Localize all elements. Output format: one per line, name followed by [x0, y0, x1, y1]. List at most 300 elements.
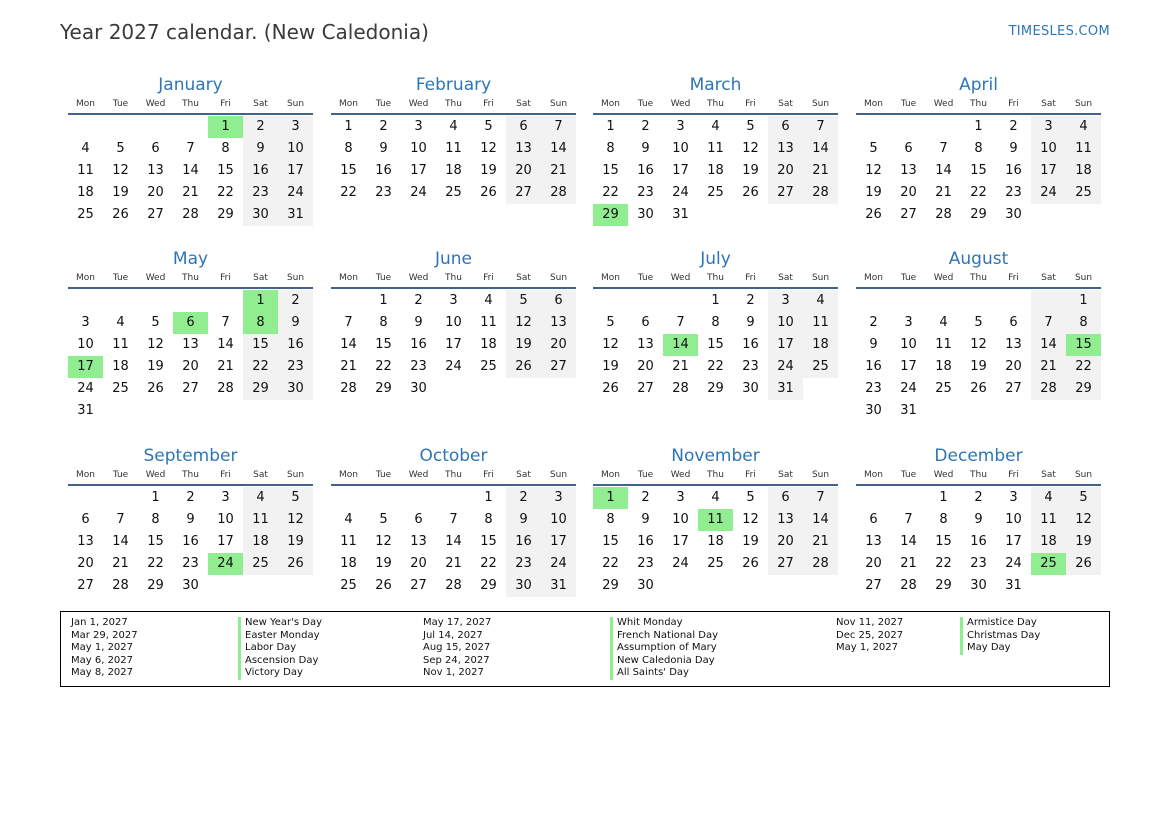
site-link[interactable]: TIMESLES.COM [1008, 24, 1110, 39]
day-cell: 8 [1066, 312, 1101, 334]
weekday-label: Thu [970, 99, 987, 109]
day-cell: 9 [414, 315, 423, 330]
week-row [856, 204, 1101, 226]
weekday-label: Mon [339, 470, 358, 480]
day-cell: 24 [1005, 556, 1022, 571]
day-cell: 19 [112, 185, 129, 200]
day-cell: 27 [900, 207, 917, 222]
weekday-label: Mon [601, 470, 620, 480]
legend-date: Aug 15, 2027 [423, 642, 491, 654]
day-cell: 24 [768, 356, 803, 378]
day-cell: 7 [803, 116, 838, 138]
day-cell: 1 [379, 293, 388, 308]
day-cell: 29 [243, 378, 278, 400]
day-cell: 2 [869, 315, 878, 330]
week-row [68, 553, 313, 575]
day-cell: 21 [445, 556, 462, 571]
week-row [593, 575, 838, 597]
month-june [331, 248, 576, 400]
weekday-label: Thu [182, 273, 199, 283]
day-cell: 2 [243, 116, 278, 138]
holiday-day-cell: 29 [593, 204, 628, 226]
day-cell: 12 [865, 163, 882, 178]
weekday-label: Sun [811, 273, 830, 283]
holiday-day-cell: 1 [243, 290, 278, 312]
day-cell: 27 [410, 578, 427, 593]
day-cell: 21 [900, 556, 917, 571]
day-cell: 19 [742, 534, 759, 549]
month-name: May [172, 249, 209, 269]
day-cell: 13 [865, 534, 882, 549]
weekday-header [331, 96, 576, 112]
week-row [593, 138, 838, 160]
day-cell: 6 [506, 116, 541, 138]
week-row [593, 204, 838, 226]
day-cell: 16 [182, 534, 199, 549]
day-cell: 5 [1066, 487, 1101, 509]
week-row [68, 378, 313, 400]
day-cell: 30 [506, 575, 541, 597]
holiday-day-cell: 24 [208, 553, 243, 575]
day-cell: 12 [742, 512, 759, 527]
day-cell: 8 [221, 141, 230, 156]
day-cell: 12 [375, 534, 392, 549]
day-cell: 7 [1031, 312, 1066, 334]
day-cell: 26 [112, 207, 129, 222]
day-cell: 16 [410, 337, 427, 352]
empty-day-cell [856, 487, 891, 509]
month-name: September [143, 446, 238, 466]
day-cell: 1 [1066, 290, 1101, 312]
day-cell: 11 [112, 337, 129, 352]
empty-day-cell [436, 378, 471, 400]
day-cell: 21 [803, 531, 838, 553]
day-cell: 7 [803, 487, 838, 509]
weekday-label: Sat [1041, 470, 1056, 480]
legend-date: Nov 11, 2027 [836, 617, 904, 628]
day-cell: 7 [186, 141, 195, 156]
day-cell: 20 [182, 359, 199, 374]
week-row [331, 312, 576, 334]
month-rule [68, 287, 313, 289]
week-row [856, 575, 1101, 597]
week-row [856, 553, 1101, 575]
day-cell: 30 [637, 207, 654, 222]
day-cell: 25 [77, 207, 94, 222]
day-cell: 26 [742, 556, 759, 571]
day-cell: 17 [768, 334, 803, 356]
legend-date: Nov 1, 2027 [423, 667, 484, 679]
month-april [856, 74, 1101, 226]
day-cell: 22 [1066, 356, 1101, 378]
empty-day-cell [138, 290, 173, 312]
day-cell: 3 [1031, 116, 1066, 138]
day-cell: 19 [742, 163, 759, 178]
day-cell: 16 [637, 534, 654, 549]
weekday-label: Tue [375, 99, 392, 109]
day-cell: 29 [480, 578, 497, 593]
day-cell: 29 [147, 578, 164, 593]
weekday-header [68, 270, 313, 286]
day-cell: 1 [344, 119, 353, 134]
day-cell: 6 [768, 487, 803, 509]
day-cell: 23 [742, 359, 759, 374]
legend-names-col-2 [610, 617, 718, 680]
day-cell: 19 [970, 359, 987, 374]
empty-day-cell [138, 116, 173, 138]
day-cell: 17 [278, 160, 313, 182]
month-name: December [934, 446, 1023, 466]
day-cell: 15 [935, 534, 952, 549]
day-cell: 28 [803, 553, 838, 575]
week-row [68, 531, 313, 553]
day-cell: 27 [865, 578, 882, 593]
day-cell: 12 [602, 337, 619, 352]
day-cell: 4 [81, 141, 90, 156]
day-cell: 31 [278, 204, 313, 226]
day-cell: 4 [711, 119, 720, 134]
weekday-label: Sat [253, 470, 268, 480]
weekday-label: Tue [375, 470, 392, 480]
day-cell: 22 [970, 185, 987, 200]
weekday-header [593, 96, 838, 112]
day-cell: 11 [935, 337, 952, 352]
weekday-label: Wed [670, 273, 691, 283]
legend-holiday-name: New Caledonia Day [610, 655, 718, 668]
day-cell: 22 [375, 359, 392, 374]
empty-day-cell [541, 378, 576, 400]
empty-day-cell [1066, 575, 1101, 597]
legend-date: Sep 24, 2027 [423, 654, 490, 666]
day-cell: 9 [379, 141, 388, 156]
day-cell: 14 [900, 534, 917, 549]
empty-day-cell [733, 204, 768, 226]
day-cell: 10 [672, 512, 689, 527]
day-cell: 18 [243, 531, 278, 553]
week-row [856, 356, 1101, 378]
month-rule [593, 484, 838, 486]
day-cell: 14 [217, 337, 234, 352]
week-row [331, 378, 576, 400]
day-cell: 12 [480, 141, 497, 156]
weekday-label: Fri [483, 99, 494, 109]
day-cell: 7 [116, 512, 125, 527]
day-cell: 21 [541, 160, 576, 182]
legend-holiday-name: French National Day [610, 630, 718, 643]
weekday-header [68, 96, 313, 112]
day-cell: 1 [939, 490, 948, 505]
day-cell: 31 [541, 575, 576, 597]
day-cell: 20 [768, 531, 803, 553]
day-cell: 23 [970, 556, 987, 571]
week-row [68, 160, 313, 182]
empty-day-cell [663, 575, 698, 597]
day-cell: 3 [278, 116, 313, 138]
day-cell: 16 [742, 337, 759, 352]
week-row [593, 531, 838, 553]
month-september [68, 445, 313, 597]
empty-day-cell [803, 378, 838, 400]
weekday-label: Tue [112, 99, 129, 109]
weekday-label: Thu [707, 273, 724, 283]
day-cell: 22 [480, 556, 497, 571]
empty-day-cell [208, 575, 243, 597]
weekday-label: Sun [811, 470, 830, 480]
legend-holiday-name: All Saints' Day [610, 667, 718, 680]
day-cell: 24 [278, 182, 313, 204]
day-cell: 4 [243, 487, 278, 509]
weekday-label: Tue [637, 470, 654, 480]
day-cell: 15 [602, 534, 619, 549]
day-cell: 15 [970, 163, 987, 178]
week-row [68, 334, 313, 356]
weekday-label: Mon [76, 470, 95, 480]
empty-day-cell [138, 400, 173, 422]
day-cell: 19 [602, 359, 619, 374]
weekday-label: Sun [1074, 273, 1093, 283]
day-cell: 4 [939, 315, 948, 330]
day-cell: 11 [1066, 138, 1101, 160]
day-cell: 3 [676, 490, 685, 505]
empty-day-cell [1031, 290, 1066, 312]
month-rule [593, 113, 838, 115]
weekday-label: Fri [1008, 470, 1019, 480]
empty-day-cell [243, 400, 278, 422]
day-cell: 3 [768, 290, 803, 312]
weekday-label: Sat [253, 99, 268, 109]
empty-day-cell [1031, 400, 1066, 422]
legend-holiday-name: New Year's Day [238, 617, 322, 630]
weekday-label: Thu [445, 273, 462, 283]
weekday-label: Mon [864, 273, 883, 283]
legend-date: May 17, 2027 [423, 617, 492, 628]
weekday-label: Sun [286, 470, 305, 480]
weekday-label: Sun [549, 273, 568, 283]
weekday-label: Thu [182, 470, 199, 480]
empty-day-cell [506, 378, 541, 400]
month-name: February [415, 75, 492, 95]
day-cell: 11 [445, 141, 462, 156]
holiday-day-cell: 6 [173, 312, 208, 334]
day-cell: 19 [865, 185, 882, 200]
empty-day-cell [926, 400, 961, 422]
day-cell: 13 [506, 138, 541, 160]
day-cell: 6 [869, 512, 878, 527]
month-march [593, 74, 838, 226]
day-cell: 11 [707, 141, 724, 156]
day-cell: 13 [77, 534, 94, 549]
day-cell: 17 [672, 534, 689, 549]
day-cell: 3 [221, 490, 230, 505]
empty-day-cell [208, 400, 243, 422]
day-cell: 10 [900, 337, 917, 352]
day-cell: 30 [1005, 207, 1022, 222]
week-row [331, 487, 576, 509]
weekday-label: Sun [286, 99, 305, 109]
empty-day-cell [891, 116, 926, 138]
page-title: Year 2027 calendar. (New Caledonia) [60, 20, 429, 44]
weekday-label: Thu [445, 99, 462, 109]
day-cell: 17 [541, 531, 576, 553]
week-row [331, 116, 576, 138]
day-cell: 12 [742, 141, 759, 156]
day-cell: 7 [344, 315, 353, 330]
holiday-day-cell: 11 [698, 509, 733, 531]
day-cell: 21 [182, 185, 199, 200]
legend-holiday-name: Labor Day [238, 642, 322, 655]
day-cell: 15 [480, 534, 497, 549]
day-cell: 7 [541, 116, 576, 138]
week-row [68, 204, 313, 226]
day-cell: 21 [112, 556, 129, 571]
day-cell: 28 [182, 207, 199, 222]
day-cell: 3 [1009, 490, 1018, 505]
week-row [593, 509, 838, 531]
weekday-label: Sat [253, 273, 268, 283]
day-cell: 6 [151, 141, 160, 156]
day-cell: 25 [707, 185, 724, 200]
day-cell: 24 [1031, 182, 1066, 204]
day-cell: 25 [112, 381, 129, 396]
day-cell: 26 [506, 356, 541, 378]
day-cell: 3 [904, 315, 913, 330]
weekday-label: Wed [145, 273, 166, 283]
day-cell: 30 [243, 204, 278, 226]
week-row [856, 487, 1101, 509]
day-cell: 13 [182, 337, 199, 352]
day-cell: 25 [803, 356, 838, 378]
day-cell: 20 [637, 359, 654, 374]
day-cell: 11 [77, 163, 94, 178]
day-cell: 10 [77, 337, 94, 352]
day-cell: 20 [768, 160, 803, 182]
day-cell: 13 [768, 138, 803, 160]
day-cell: 18 [340, 556, 357, 571]
week-row [856, 378, 1101, 400]
day-cell: 21 [1031, 356, 1066, 378]
day-cell: 29 [970, 207, 987, 222]
weekday-label: Sun [549, 470, 568, 480]
month-october [331, 445, 576, 597]
day-cell: 23 [865, 381, 882, 396]
day-cell: 23 [506, 553, 541, 575]
legend-date: Jul 14, 2027 [423, 629, 483, 641]
empty-day-cell [103, 116, 138, 138]
empty-day-cell [243, 575, 278, 597]
day-cell: 7 [676, 315, 685, 330]
empty-day-cell [856, 116, 891, 138]
day-cell: 10 [768, 312, 803, 334]
day-cell: 3 [541, 487, 576, 509]
weekday-label: Sat [516, 99, 531, 109]
day-cell: 28 [672, 381, 689, 396]
day-cell: 4 [449, 119, 458, 134]
month-name: March [689, 75, 742, 95]
day-cell: 14 [182, 163, 199, 178]
day-cell: 8 [939, 512, 948, 527]
day-cell: 17 [1005, 534, 1022, 549]
weekday-label: Thu [445, 470, 462, 480]
month-name: July [700, 249, 731, 269]
day-cell: 9 [869, 337, 878, 352]
day-cell: 13 [768, 509, 803, 531]
empty-day-cell [401, 487, 436, 509]
day-cell: 8 [711, 315, 720, 330]
weekday-label: Fri [745, 273, 756, 283]
day-cell: 1 [151, 490, 160, 505]
day-cell: 25 [340, 578, 357, 593]
week-row [593, 487, 838, 509]
day-cell: 2 [746, 293, 755, 308]
legend-dates-col-2 [423, 617, 491, 680]
empty-day-cell [891, 487, 926, 509]
day-cell: 28 [112, 578, 129, 593]
empty-day-cell [768, 204, 803, 226]
month-name: October [419, 446, 488, 466]
day-cell: 18 [707, 534, 724, 549]
weekday-header [856, 96, 1101, 112]
week-row [331, 509, 576, 531]
day-cell: 24 [672, 185, 689, 200]
day-cell: 11 [803, 312, 838, 334]
day-cell: 14 [541, 138, 576, 160]
day-cell: 17 [900, 359, 917, 374]
day-cell: 23 [637, 185, 654, 200]
legend-date: May 1, 2027 [71, 642, 134, 654]
day-cell: 19 [1066, 531, 1101, 553]
weekday-label: Tue [112, 470, 129, 480]
day-cell: 9 [186, 512, 195, 527]
month-name: June [434, 249, 473, 269]
week-row [593, 290, 838, 312]
weekday-header [68, 467, 313, 483]
day-cell: 18 [445, 163, 462, 178]
day-cell: 12 [1066, 509, 1101, 531]
empty-day-cell [103, 487, 138, 509]
day-cell: 7 [449, 512, 458, 527]
month-rule [331, 484, 576, 486]
day-cell: 5 [746, 490, 755, 505]
day-cell: 9 [641, 141, 650, 156]
day-cell: 1 [711, 293, 720, 308]
day-cell: 2 [1009, 119, 1018, 134]
day-cell: 29 [707, 381, 724, 396]
holiday-day-cell: 17 [68, 356, 103, 378]
day-cell: 19 [375, 556, 392, 571]
legend-holiday-name: May Day [960, 642, 1040, 655]
empty-day-cell [593, 290, 628, 312]
month-rule [856, 484, 1101, 486]
day-cell: 4 [116, 315, 125, 330]
day-cell: 20 [541, 334, 576, 356]
day-cell: 14 [803, 138, 838, 160]
empty-day-cell [961, 290, 996, 312]
day-cell: 16 [1005, 163, 1022, 178]
weekday-label: Wed [933, 470, 954, 480]
week-row [856, 531, 1101, 553]
month-december [856, 445, 1101, 597]
day-cell: 5 [379, 512, 388, 527]
weekday-label: Sat [778, 273, 793, 283]
legend-dates-col-3 [836, 617, 903, 655]
month-february [331, 74, 576, 204]
day-cell: 16 [375, 163, 392, 178]
weekday-label: Wed [408, 99, 429, 109]
holiday-legend [60, 611, 1110, 687]
day-cell: 24 [541, 553, 576, 575]
day-cell: 22 [935, 556, 952, 571]
day-cell: 29 [375, 381, 392, 396]
